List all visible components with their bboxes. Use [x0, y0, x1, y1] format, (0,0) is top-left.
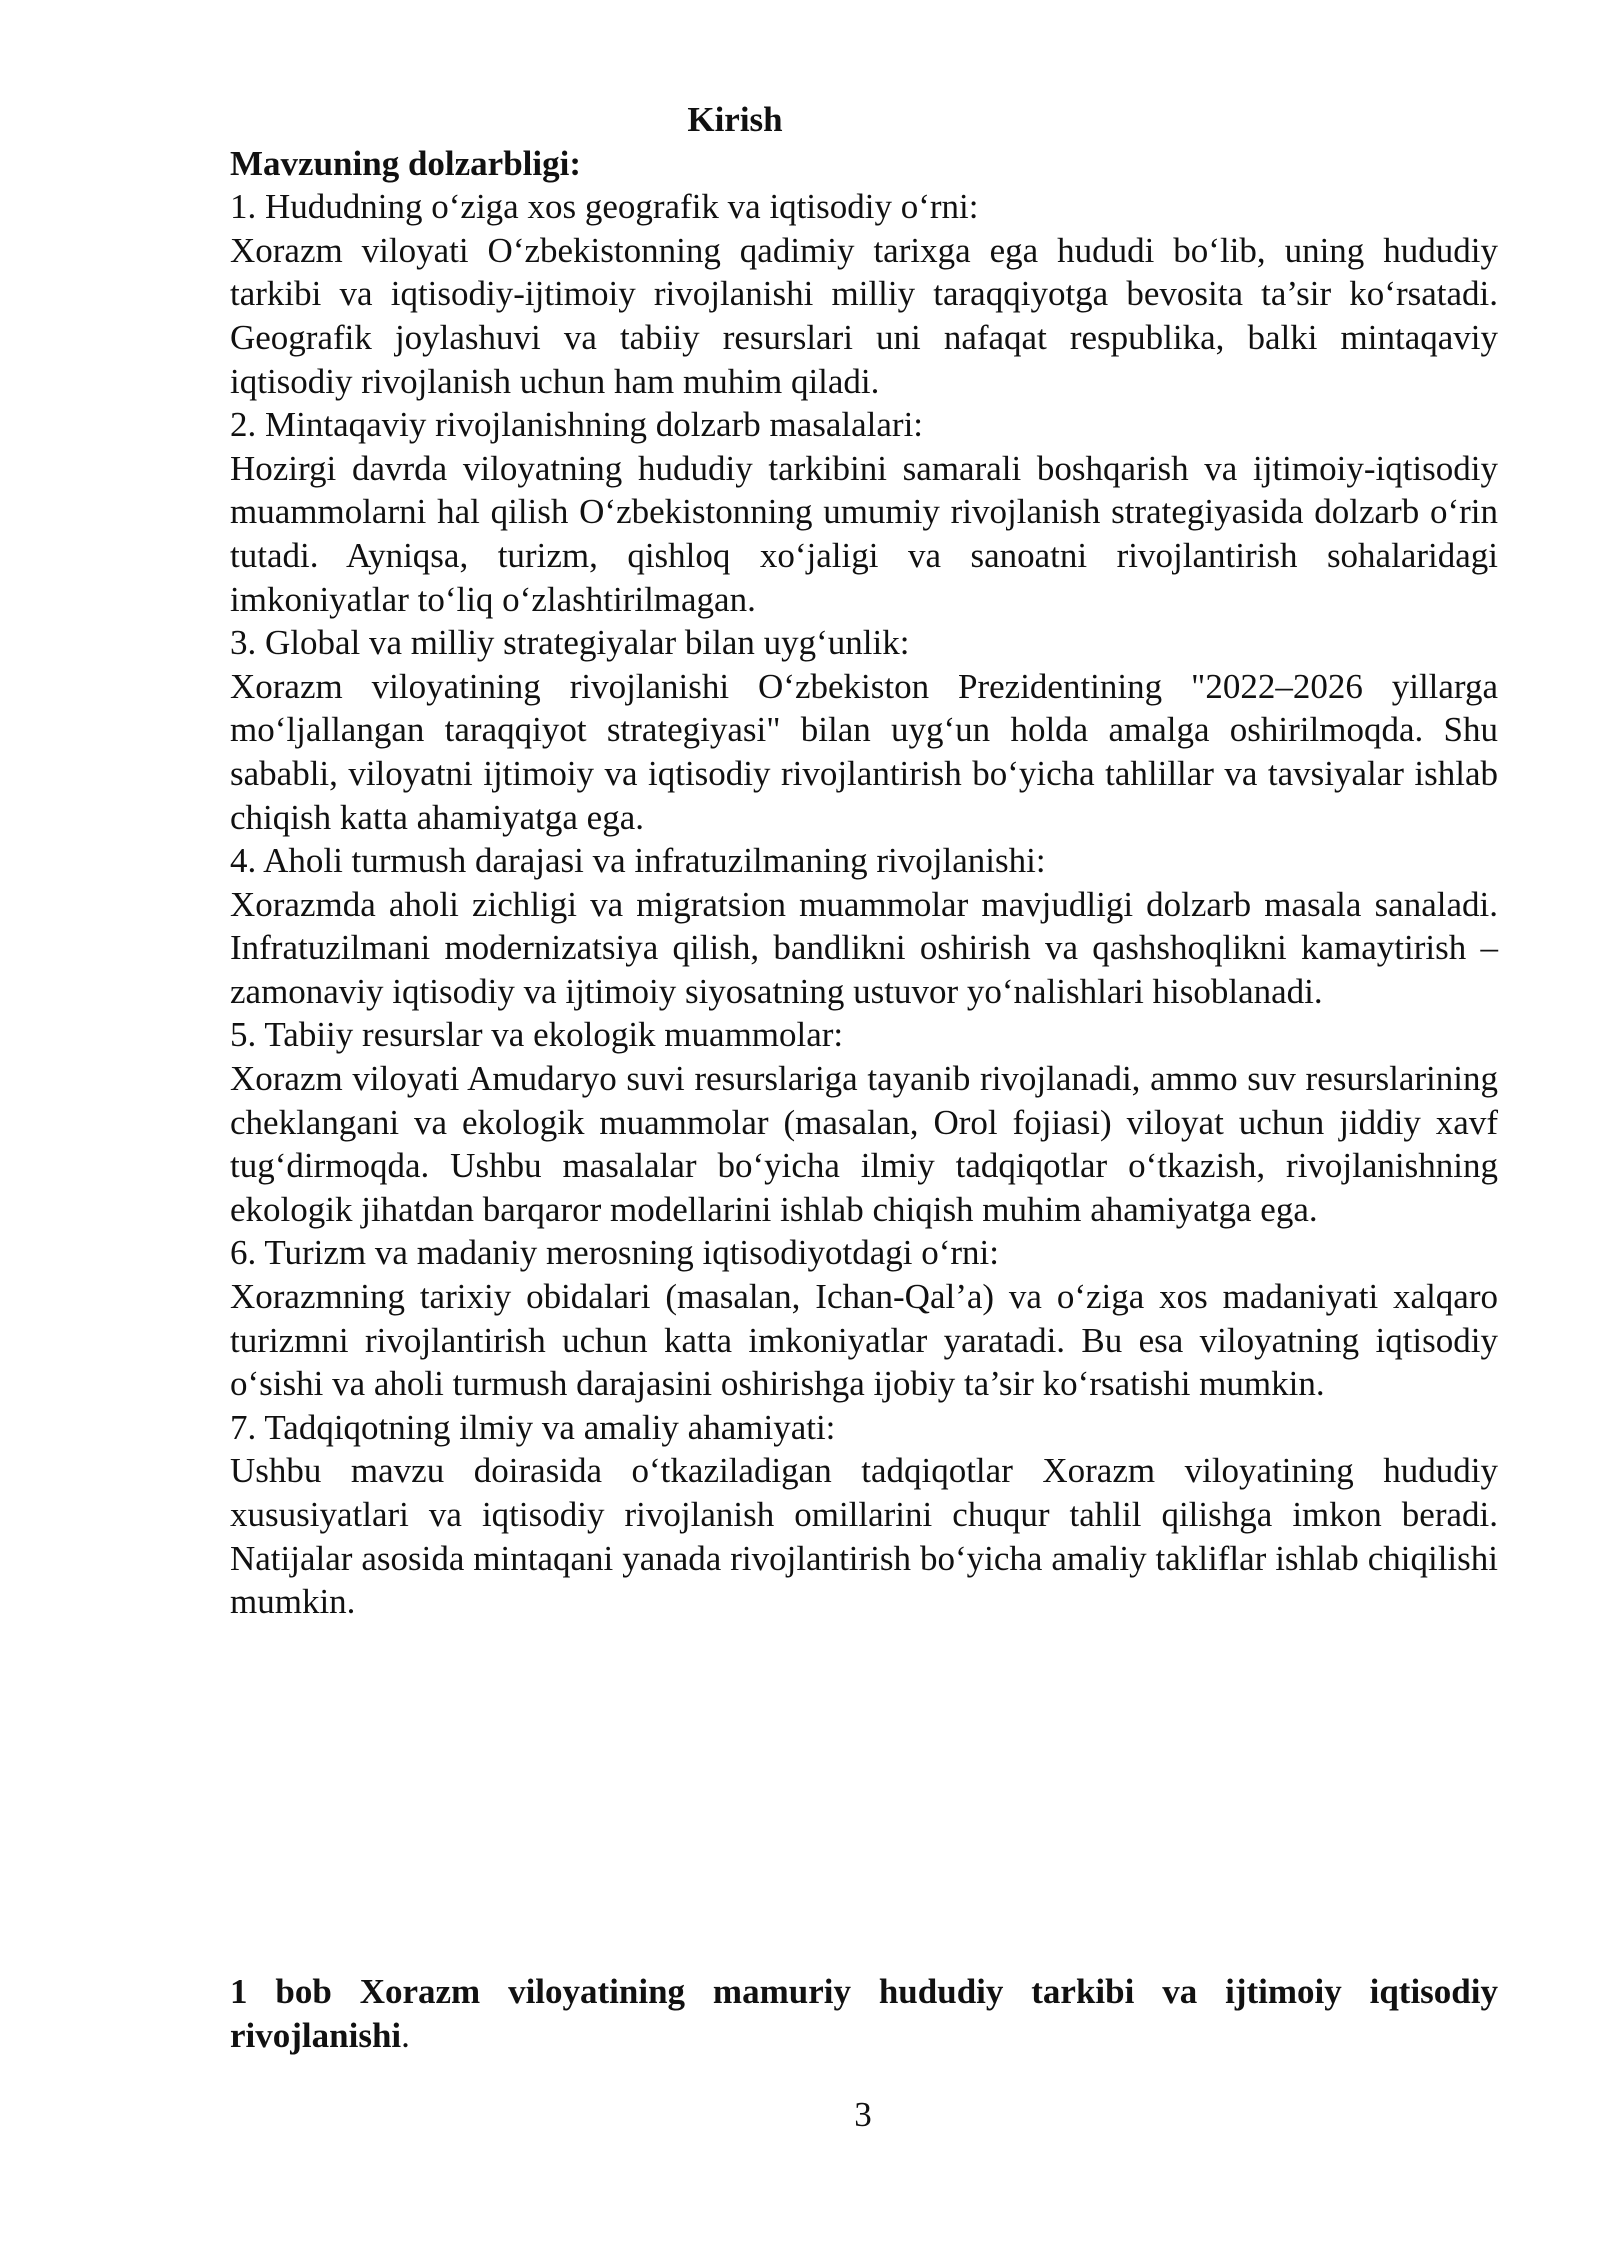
section-2 — [230, 403, 1498, 621]
section-heading: 1. Hududning o‘ziga xos geografik va iqtisodiy o‘rni: — [230, 187, 979, 227]
section-paragraph: Hozirgi davrda viloyatning hududiy tarkibini samarali boshqarish va ijtimoiy-iqtisodiy muammolarni hal qilish O‘zbekistonning umumiy rivojlanish strategiyasida dolzarb o‘rin tutadi. Ayniqsa, turizm, qishloq xo‘jaligi va sanoatni rivojlantirish sohalaridagi imkoniyatlar to‘liq o‘zlashtirilmagan. — [230, 448, 1498, 619]
section-5 — [230, 1013, 1498, 1231]
page-number: 3 — [854, 2095, 872, 2134]
document-body — [230, 98, 1498, 1624]
chapter-title: 1 bob Xorazm viloyatining mamuriy hududiy tarkibi va ijtimoiy iqtisodiy rivojlanishi — [230, 1972, 1498, 2055]
document-title: Kirish — [687, 100, 783, 139]
section-heading: 5. Tabiiy resurslar va ekologik muammolar: — [230, 1015, 844, 1055]
section-heading: 7. Tadqiqotning ilmiy va amaliy ahamiyati: — [230, 1407, 836, 1447]
section-paragraph: Xorazm viloyati O‘zbekistonning qadimiy tarixga ega hududi bo‘lib, uning hududiy tarkibi va iqtisodiy-ijtimoiy rivojlanishi milliy taraqqiyotga bevosita ta’sir ko‘rsatadi. Geografik joylashuvi va tabiiy resurslari uni nafaqat respublika, balki mintaqaviy iqtisodiy rivojlanish uchun ham muhim qiladi. — [230, 230, 1498, 401]
section-paragraph: Xorazm viloyati Amudaryo suvi resurslariga tayanib rivojlanadi, ammo suv resurslarining cheklangani va ekologik muammolar (masalan, Orol fojiasi) viloyat uchun jiddiy xavf tug‘dirmoqda. Ushbu masalalar bo‘yicha ilmiy tadqiqotlar o‘tkazish, rivojlanishning ekologik jihatdan barqaror modellarini ishlab chiqish muhim ahamiyatga ega. — [230, 1059, 1498, 1229]
section-1 — [230, 185, 1498, 403]
section-heading: 6. Turizm va madaniy merosning iqtisodiyotdagi o‘rni: — [230, 1233, 999, 1273]
section-subtitle: Mavzuning dolzarbligi: — [230, 143, 581, 183]
section-7 — [230, 1406, 1498, 1624]
section-6 — [230, 1231, 1498, 1405]
section-paragraph: Xorazmda aholi zichligi va migratsion muammolar mavjudligi dolzarb masala sanaladi. Infratuzilmani modernizatsiya qilish, bandlikni oshirish va qashshoqlikni kamaytirish – zamonaviy iqtisodiy va ijtimoiy siyosatning ustuvor yo‘nalishlari hisoblanadi. — [230, 884, 1498, 1011]
section-heading: 4. Aholi turmush darajasi va infratuzilmaning rivojlanishi: — [230, 841, 1046, 881]
section-3 — [230, 621, 1498, 839]
chapter-title-period: . — [401, 2015, 410, 2055]
section-heading: 2. Mintaqaviy rivojlanishning dolzarb masalalari: — [230, 405, 924, 445]
chapter-heading — [230, 1970, 1498, 2057]
section-paragraph: Xorazmning tarixiy obidalari (masalan, Ichan-Qal’a) va o‘ziga xos madaniyati xalqaro turizmni rivojlantirish uchun katta imkoniyatlar yaratadi. Bu esa viloyatning iqtisodiy o‘sishi va aholi turmush darajasini oshirishga ijobiy ta’sir ko‘rsatishi mumkin. — [230, 1277, 1498, 1404]
section-4 — [230, 839, 1498, 1013]
section-paragraph: Ushbu mavzu doirasida o‘tkaziladigan tadqiqotlar Xorazm viloyatining hududiy xususiyatlari va iqtisodiy rivojlanish omillarini chuqur tahlil qilishga imkon beradi. Natijalar asosida mintaqani yanada rivojlantirish bo‘yicha amaliy takliflar ishlab chiqilishi mumkin. — [230, 1451, 1498, 1622]
section-paragraph: Xorazm viloyatining rivojlanishi O‘zbekiston Prezidentining "2022–2026 yillarga mo‘ljallangan taraqqiyot strategiyasi" bilan uyg‘un holda amalga oshirilmoqda. Shu sababli, viloyatni ijtimoiy va iqtisodiy rivojlantirish bo‘yicha tahlillar va tavsiyalar ishlab chiqish katta ahamiyatga ega. — [230, 666, 1498, 837]
section-heading: 3. Global va milliy strategiyalar bilan uyg‘unlik: — [230, 623, 910, 663]
